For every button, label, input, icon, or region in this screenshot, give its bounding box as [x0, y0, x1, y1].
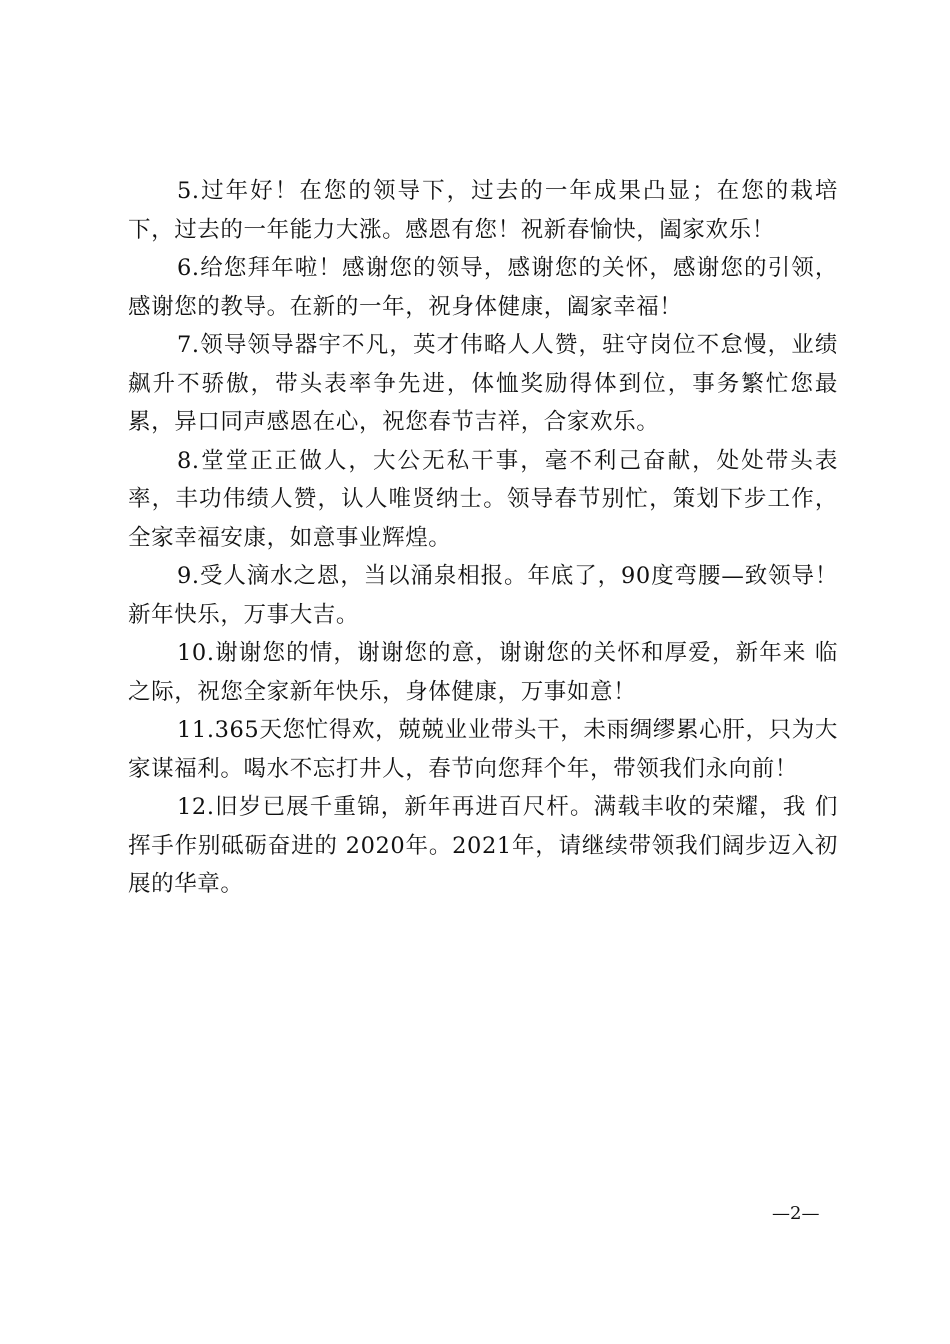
paragraph-5: 5.过年好！在您的领导下，过去的一年成果凸显；在您的栽培下，过去的一年能力大涨。感恩有您！祝新春愉快，阖家欢乐！	[128, 178, 838, 243]
paragraph-12: 12.旧岁已展千重锦，新年再进百尺杆。满载丰收的荣耀，我 们挥手作别砥砺奋进的 2020年。2021年，请继续带领我们阔步迈入初展的华章。	[128, 794, 838, 897]
paragraph-7: 7.领导领导器宇不凡，英才伟略人人赞，驻守岗位不怠慢，业绩飙升不骄傲，带头表率争先进，体恤奖励得体到位，事务繁忙您最累，异口同声感恩在心，祝您春节吉祥，合家欢乐。	[128, 332, 838, 435]
paragraph-6: 6.给您拜年啦！感谢您的领导，感谢您的关怀，感谢您的引领，感谢您的教导。在新的一年，祝身体健康，阖家幸福！	[128, 255, 838, 320]
paragraph-11: 11.365天您忙得欢，兢兢业业带头干，未雨绸缪累心肝，只为大家谋福利。喝水不忘打井人，春节向您拜个年，带领我们永向前！	[128, 717, 838, 782]
paragraph-8: 8.堂堂正正做人，大公无私干事，毫不利己奋献，处处带头表率，丰功伟绩人赞，认人唯贤纳士。领导春节别忙，策划下步工作，全家幸福安康，如意事业辉煌。	[128, 447, 838, 551]
paragraph-9: 9.受人滴水之恩，当以涌泉相报。年底了，90度弯腰—致领导！新年快乐，万事大吉。	[128, 563, 838, 628]
page-number: —2—	[772, 1203, 820, 1224]
paragraph-10: 10.谢谢您的情，谢谢您的意，谢谢您的关怀和厚爱，新年来 临之际，祝您全家新年快乐，身体健康，万事如意！	[128, 640, 838, 705]
document-body	[128, 172, 838, 904]
